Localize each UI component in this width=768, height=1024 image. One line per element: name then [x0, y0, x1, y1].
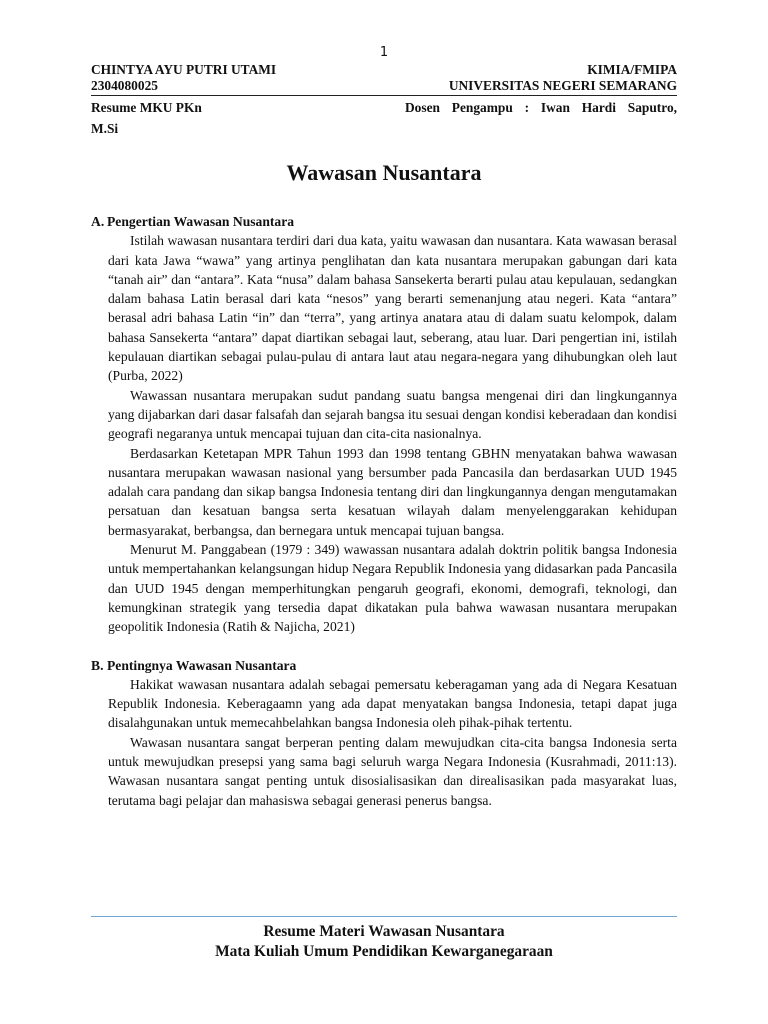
footer-divider — [91, 916, 677, 917]
course-name: Resume MKU PKn — [91, 100, 202, 115]
paragraph: Istilah wawasan nusantara terdiri dari dua kata, yaitu wawasan dan nusantara. Kata wawasan berasal dari kata Jawa “wawa” yang artinya penglihatan dan kata nusantara merupakan gabungan dari kata “tanah air” dan “antara”. Kata “nusa” dalam bahasa Sansekerta berarti pulau atau kepulauan, sedangkan dalam bahasa Latin berasal dari kata “nesos” yang berarti semenanjung atau negeri. Kata “antara” berasal adri bahasa Latin “in” dan “terra”, yang artinya anatara atau di dalam suatu kelompok, dalam bahasa Sansekerta “antara” dapat diartikan sebagai laut, seberang, atau luar. Dari pengertian ini, istilah kepulauan diartikan sebagai pulau-pulau di antara laut atau negara-negara yang dihubungkan oleh laut (Purba, 2022) — [108, 233, 677, 384]
lecturer-degree: M.Si — [91, 121, 119, 136]
paragraph: Hakikat wawasan nusantara adalah sebagai pemersatu keberagaman yang ada di Negara Kesatuan Republik Indonesia. Keberagaamn yang ada dapat menyatakan bangsa Indonesia, tetapi dapat juga disalahgunakan untuk memecahbelahkan bangsa Indonesia oleh pihak-pihak tertentu. — [108, 676, 677, 731]
section-title: Pengertian Wawasan Nusantara — [107, 214, 295, 229]
section-b — [91, 656, 677, 810]
section-heading — [91, 212, 677, 231]
page-title: Wawasan Nusantara — [286, 160, 482, 185]
paragraph: Wawassan nusantara merupakan sudut pandang suatu bangsa mengenai diri dan lingkungannya yang dijabarkan dari dasar falsafah dan sejarah bangsa itu sesuai dengan kondisi keberadaan dan kondisi geografi negaranya untuk mencapai tujuan dan cita-cita nasionalnya. — [108, 387, 677, 442]
section-number: B. — [91, 657, 104, 673]
section-a — [91, 212, 677, 637]
document-footer — [0, 922, 768, 962]
page-number: 1 — [379, 45, 389, 60]
section-heading — [91, 656, 677, 675]
university: UNIVERSITAS NEGERI SEMARANG — [448, 78, 677, 93]
document-body — [91, 212, 677, 829]
paragraph: Berdasarkan Ketetapan MPR Tahun 1993 dan 1998 tentang GBHN menyatakan bahwa wawasan nusantara merupakan wawasan nasional yang bersumber pada Pancasila dan berdasarkan UUD 1945 adalah cara pandang dan sikap bangsa Indonesia tentang diri dan lingkungannya dengan mengutamakan persatuan dan kesatuan bangsa serta kesatuan wilayah dalam menyelenggarakan kehidupan bermasyarakat, berbangsa, dan bernegara untuk mencapai tujuan bangsa. — [108, 445, 677, 538]
section-number: A. — [91, 214, 105, 229]
paragraph: Menurut M. Panggabean (1979 : 349) wawassan nusantara adalah doktrin politik bangsa Indonesia untuk mempertahankan kelangsungan hidup Negara Republik Indonesia yang didasarkan pada Pancasila dan UUD 1945 dengan memperhitungkan pengaruh geografi, ekonomi, demografi, teknologi, dan kemungkinan strategik yang tersedia dapat dikatakan pula bahwa wawasan nusantara merupakan geopolitik Indonesia (Ratih & Najicha, 2021) — [108, 542, 677, 635]
footer-line-2: Mata Kuliah Umum Pendidikan Kewarganegaraan — [215, 943, 553, 960]
header-divider — [91, 95, 677, 96]
department: KIMIA/FMIPA — [587, 62, 677, 77]
section-title: Pentingnya Wawasan Nusantara — [107, 657, 297, 673]
document-header — [91, 62, 677, 139]
lecturer: Dosen Pengampu : Iwan Hardi Saputro, — [405, 100, 677, 115]
student-id: 2304080025 — [91, 78, 158, 93]
author-name: CHINTYA AYU PUTRI UTAMI — [91, 62, 277, 77]
paragraph: Wawasan nusantara sangat berperan penting dalam mewujudkan cita-cita bangsa Indonesia serta untuk mewujudkan presepsi yang sama bagi seluruh warga Negara Indonesia (Kusrahmadi, 2011:13). Wawasan nusantara sangat penting untuk disosialisasikan dan direalisasikan pada masyarakat luas, terutama bagi pelajar dan mahasiswa sebagai generasi penerus bangsa. — [108, 734, 677, 808]
footer-line-1: Resume Materi Wawasan Nusantara — [263, 923, 505, 940]
